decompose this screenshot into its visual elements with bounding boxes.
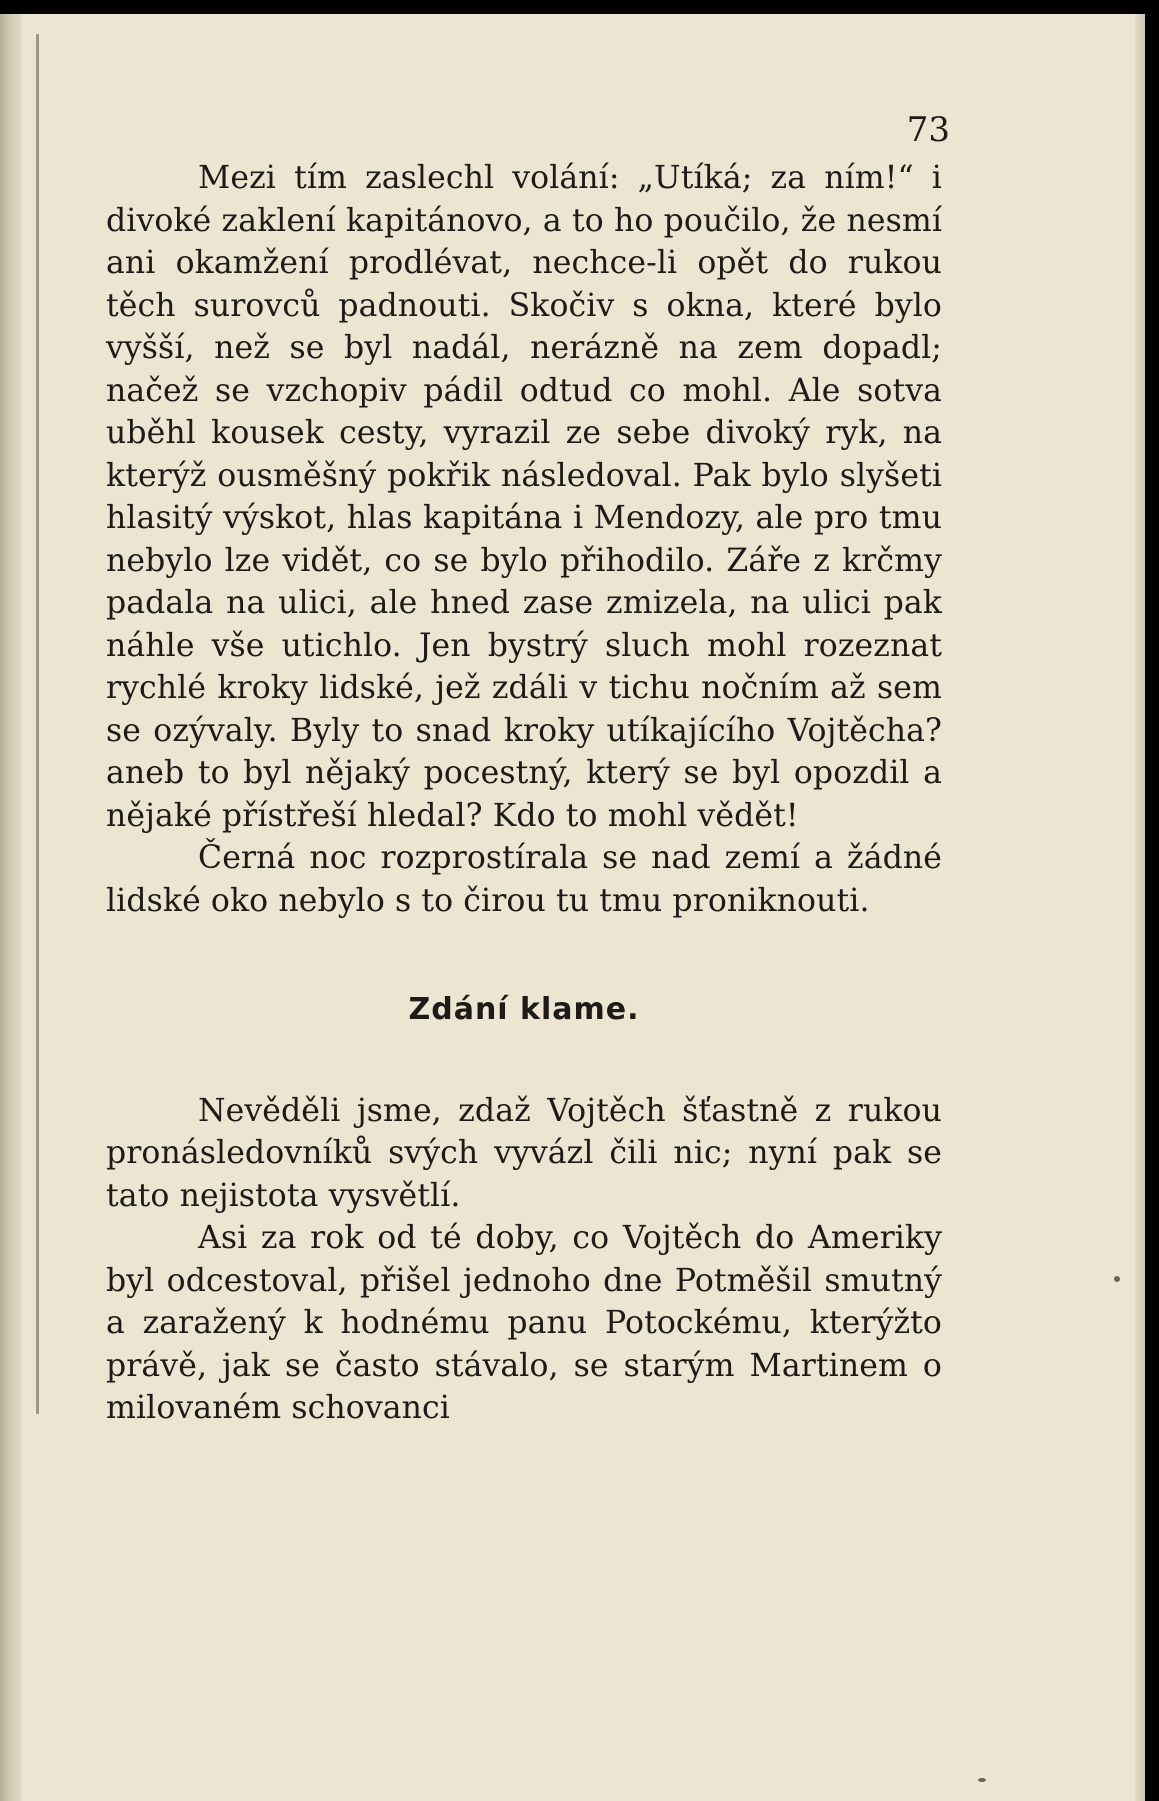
paragraph: Nevěděli jsme, zdaž Vojtěch šťastně z rukou pronásledovníků svých vyvázl čili nic; nyní pak se tato nejistota vysvětlí. [106, 1092, 942, 1214]
page-number: 73 [906, 110, 950, 150]
ink-speck [1114, 1276, 1120, 1282]
section-heading: Zdání klame. [408, 992, 640, 1027]
book-page [0, 14, 1145, 1801]
paragraph: Asi za rok od té doby, co Vojtěch do Ameriky byl odcestoval, přišel jednoho dne Potměšil smutný a zaražený k hodnému panu Potockému, kterýžto právě, jak se často stávalo, se starým Martinem o milovaném schovanci [106, 1220, 942, 1426]
paragraph: Černá noc rozprostírala se nad zemí a žádné lidské oko nebylo s to čirou tu tmu proniknouti. [106, 840, 942, 919]
gutter-line [36, 34, 39, 1414]
page-spine-shadow [0, 14, 22, 1801]
ink-speck [978, 1778, 986, 1782]
page-edge [1135, 14, 1145, 1801]
paragraph: Mezi tím zaslechl volání: „Utíká; za ním!“ i divoké zaklení kapitánovo, a to ho poučilo, že nesmí ani okamžení prodlévat, nechce-li opět do rukou těch surovců padnouti. Skočiv s okna, které bylo vyšší, než se byl nadál, nerázně na zem dopadl; načež se vzchopiv pádil odtud co mohl. Ale sotva uběhl kousek cesty, vyrazil ze sebe divoký ryk, na kterýž ousměšný pokřik následoval. Pak bylo slyšeti hlasitý výskot, hlas kapitána i Mendozy, ale pro tmu nebylo lze vidět, co se bylo přihodilo. Záře z krčmy padala na ulici, ale hned zase zmizela, na ulici pak náhle vše utichlo. Jen bystrý sluch mohl rozeznat rychlé kroky lidské, jež zdáli v tichu nočním až sem se ozývaly. Byly to snad kroky utíkajícího Vojtěcha? aneb to byl nějaký pocestný, který se byl opozdil a nějaké přístřeší hledal? Kdo to mohl vědět! [106, 160, 942, 834]
page-body [106, 157, 942, 1430]
